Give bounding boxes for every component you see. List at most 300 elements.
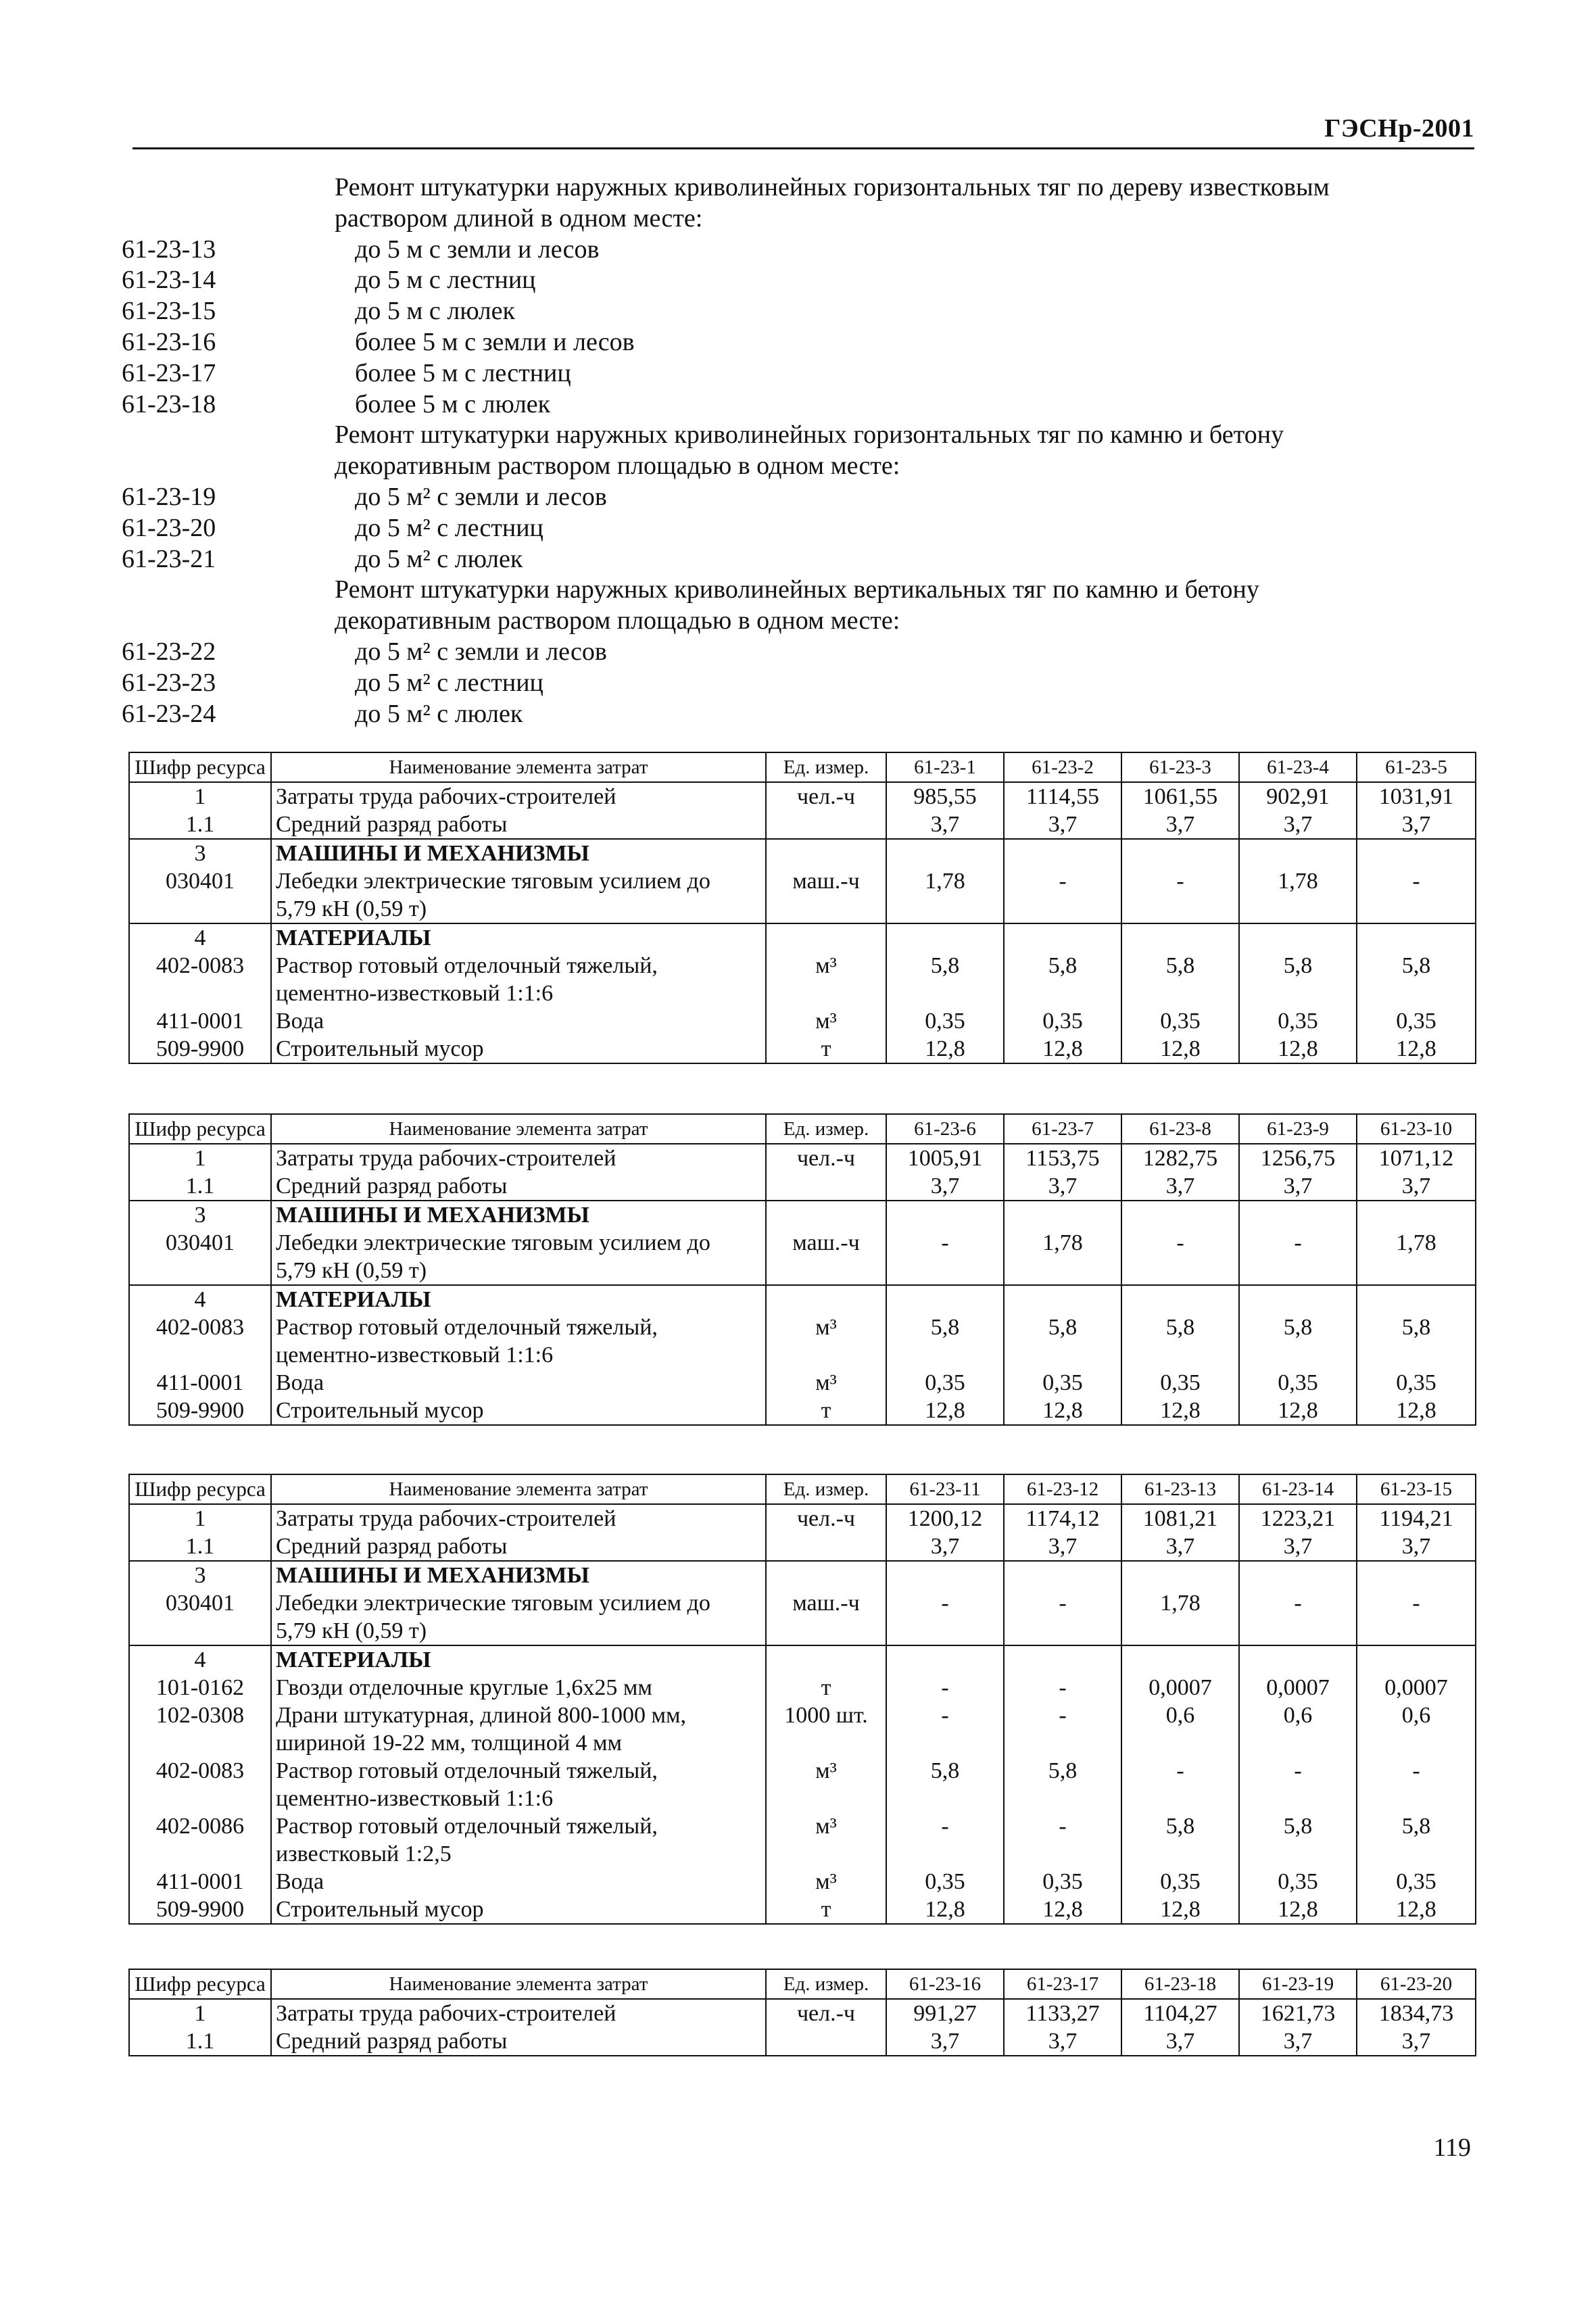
unit-cell: чел.-ч — [766, 1999, 886, 2027]
value-cell — [886, 1341, 1004, 1369]
intro-item-line — [122, 513, 1474, 544]
column-header-name: Наименование элемента затрат — [271, 1969, 766, 1999]
unit-cell — [766, 1617, 886, 1645]
value-cell — [886, 1285, 1004, 1313]
section-heading: МАТЕРИАЛЫ — [271, 1645, 766, 1674]
table-row — [129, 782, 1476, 811]
intro-item-line — [122, 265, 1474, 296]
table-row — [129, 1999, 1476, 2027]
value-cell: 3,7 — [1121, 1533, 1239, 1561]
intro-item-line — [122, 389, 1474, 420]
value-cell: 0,0007 — [1357, 1674, 1476, 1702]
resource-name: Средний разряд работы — [271, 2027, 766, 2056]
header-rule — [132, 147, 1474, 149]
value-cell: - — [1239, 1589, 1357, 1617]
intro-item-text: до 5 м² с земли и лесов — [355, 637, 607, 666]
value-cell: 5,8 — [1357, 1812, 1476, 1840]
value-cell: 1256,75 — [1239, 1144, 1357, 1172]
column-header-norm: 61-23-11 — [886, 1474, 1004, 1504]
value-cell — [886, 895, 1004, 923]
unit-cell: м³ — [766, 1868, 886, 1896]
resource-code: 411-0001 — [129, 1007, 271, 1035]
intro-title-text: декоративным раствором площадью в одном месте: — [335, 606, 900, 635]
intro-title-text: Ремонт штукатурки наружных криволинейных горизонтальных тяг по дереву известковым — [335, 173, 1330, 201]
value-cell: 0,0007 — [1239, 1674, 1357, 1702]
value-cell: 5,8 — [1239, 1313, 1357, 1341]
section-heading: МАТЕРИАЛЫ — [271, 1285, 766, 1313]
value-cell — [886, 1729, 1004, 1757]
resource-name: Раствор готовый отделочный тяжелый, — [271, 1313, 766, 1341]
table-row — [129, 980, 1476, 1007]
value-cell: 0,35 — [1121, 1868, 1239, 1896]
value-cell — [1239, 1785, 1357, 1812]
resource-name: Средний разряд работы — [271, 1533, 766, 1561]
unit-cell: м³ — [766, 1812, 886, 1840]
resource-name: Лебедки электрические тяговым усилием до — [271, 867, 766, 895]
intro-item-code: 61-23-16 — [122, 327, 216, 356]
value-cell: 0,35 — [886, 1868, 1004, 1896]
value-cell — [1357, 1617, 1476, 1645]
value-cell: 0,6 — [1239, 1702, 1357, 1729]
intro-item-text: более 5 м с люлек — [355, 389, 551, 418]
column-header-norm: 61-23-1 — [886, 752, 1004, 782]
intro-item-line — [122, 637, 1474, 668]
value-cell — [1004, 1201, 1121, 1229]
value-cell: 3,7 — [1004, 1172, 1121, 1201]
value-cell: - — [1004, 867, 1121, 895]
resource-code — [129, 1785, 271, 1812]
column-header-name: Наименование элемента затрат — [271, 1474, 766, 1504]
value-cell: - — [1121, 867, 1239, 895]
value-cell — [1004, 895, 1121, 923]
unit-cell — [766, 1840, 886, 1868]
value-cell — [1239, 1729, 1357, 1757]
column-header-norm: 61-23-15 — [1357, 1474, 1476, 1504]
value-cell: 1133,27 — [1004, 1999, 1121, 2027]
unit-cell: т — [766, 1674, 886, 1702]
unit-cell: чел.-ч — [766, 782, 886, 811]
column-header-norm: 61-23-4 — [1239, 752, 1357, 782]
resource-name: Строительный мусор — [271, 1035, 766, 1063]
table-row — [129, 1812, 1476, 1840]
table-header-row — [129, 1474, 1476, 1504]
value-cell — [1004, 980, 1121, 1007]
resource-code: 030401 — [129, 867, 271, 895]
intro-item-code: 61-23-13 — [122, 235, 216, 264]
intro-item-text: более 5 м с лестниц — [355, 358, 571, 387]
table-row — [129, 1674, 1476, 1702]
intro-title-line — [122, 420, 1474, 451]
table-row — [129, 839, 1476, 867]
value-cell — [886, 1645, 1004, 1674]
value-cell — [886, 1201, 1004, 1229]
value-cell — [1121, 1840, 1239, 1868]
value-cell: 1223,21 — [1239, 1504, 1357, 1533]
intro-item-code: 61-23-15 — [122, 297, 216, 326]
resource-code: 101-0162 — [129, 1674, 271, 1702]
value-cell — [1121, 980, 1239, 1007]
value-cell: 1081,21 — [1121, 1504, 1239, 1533]
unit-cell — [766, 1645, 886, 1674]
resource-code: 402-0083 — [129, 1757, 271, 1785]
intro-title-line — [122, 606, 1474, 637]
value-cell: 1834,73 — [1357, 1999, 1476, 2027]
resource-code — [129, 1341, 271, 1369]
value-cell — [1357, 1645, 1476, 1674]
value-cell — [1239, 1840, 1357, 1868]
value-cell: 12,8 — [1357, 1896, 1476, 1924]
unit-cell — [766, 1785, 886, 1812]
value-cell: 3,7 — [1357, 811, 1476, 839]
intro-item-line — [122, 544, 1474, 575]
value-cell: 12,8 — [886, 1896, 1004, 1924]
table-row — [129, 1285, 1476, 1313]
value-cell: 0,35 — [1357, 1369, 1476, 1397]
value-cell — [1239, 1285, 1357, 1313]
table-row — [129, 1729, 1476, 1757]
column-header-shifr: Шифр ресурса — [129, 1474, 271, 1504]
value-cell — [1357, 1341, 1476, 1369]
column-header-unit: Ед. измер. — [766, 1474, 886, 1504]
intro-item-code: 61-23-19 — [122, 482, 216, 511]
value-cell — [886, 1561, 1004, 1589]
value-cell — [1357, 1561, 1476, 1589]
table-row — [129, 1785, 1476, 1812]
column-header-norm: 61-23-9 — [1239, 1114, 1357, 1144]
intro-item-code: 61-23-20 — [122, 513, 216, 542]
value-cell: 12,8 — [1004, 1896, 1121, 1924]
value-cell — [1121, 1341, 1239, 1369]
value-cell — [1121, 895, 1239, 923]
value-cell — [1357, 1840, 1476, 1868]
unit-cell: 1000 шт. — [766, 1702, 886, 1729]
column-header-name: Наименование элемента затрат — [271, 752, 766, 782]
unit-cell — [766, 980, 886, 1007]
unit-cell: м³ — [766, 1369, 886, 1397]
intro-title-text: Ремонт штукатурки наружных криволинейных горизонтальных тяг по камню и бетону — [335, 420, 1284, 450]
resource-name: Раствор готовый отделочный тяжелый, — [271, 1812, 766, 1840]
table-row — [129, 1201, 1476, 1229]
value-cell: - — [1004, 1589, 1121, 1617]
resource-name: цементно-известковый 1:1:6 — [271, 980, 766, 1007]
unit-cell: маш.-ч — [766, 1229, 886, 1257]
table-row — [129, 1645, 1476, 1674]
intro-item-code: 61-23-21 — [122, 544, 216, 573]
value-cell: 3,7 — [1357, 1172, 1476, 1201]
intro-item-text: до 5 м² с люлек — [355, 544, 523, 573]
value-cell — [1357, 980, 1476, 1007]
intro-item-code: 61-23-24 — [122, 699, 216, 728]
column-header-norm: 61-23-13 — [1121, 1474, 1239, 1504]
resource-name: Затраты труда рабочих-строителей — [271, 782, 766, 811]
intro-item-text: до 5 м² с лестниц — [355, 668, 543, 697]
resource-code: 1 — [129, 1999, 271, 2027]
resource-code: 030401 — [129, 1229, 271, 1257]
value-cell — [1121, 1617, 1239, 1645]
resource-name: Средний разряд работы — [271, 811, 766, 839]
value-cell: 3,7 — [886, 1172, 1004, 1201]
value-cell: 0,35 — [1004, 1369, 1121, 1397]
column-header-norm: 61-23-16 — [886, 1969, 1004, 1999]
intro-title-line — [122, 203, 1474, 235]
column-header-norm: 61-23-10 — [1357, 1114, 1476, 1144]
value-cell: 3,7 — [1239, 811, 1357, 839]
unit-cell — [766, 923, 886, 952]
value-cell: 3,7 — [1121, 2027, 1239, 2056]
value-cell — [1239, 980, 1357, 1007]
resource-name: 5,79 кН (0,59 т) — [271, 895, 766, 923]
value-cell: 5,8 — [1357, 952, 1476, 980]
unit-cell: т — [766, 1035, 886, 1063]
resource-code: 1 — [129, 1504, 271, 1533]
column-header-norm: 61-23-14 — [1239, 1474, 1357, 1504]
resource-code — [129, 1840, 271, 1868]
resource-table — [128, 752, 1476, 1064]
value-cell — [1121, 1729, 1239, 1757]
intro-item-code: 61-23-14 — [122, 266, 216, 295]
table-row — [129, 1313, 1476, 1341]
unit-cell — [766, 1533, 886, 1561]
value-cell: 3,7 — [1004, 2027, 1121, 2056]
column-header-norm: 61-23-12 — [1004, 1474, 1121, 1504]
table-row — [129, 867, 1476, 895]
table-row — [129, 1007, 1476, 1035]
value-cell: 3,7 — [1357, 2027, 1476, 2056]
resource-code: 509-9900 — [129, 1397, 271, 1425]
value-cell: 1114,55 — [1004, 782, 1121, 811]
value-cell: 1005,91 — [886, 1144, 1004, 1172]
column-header-norm: 61-23-2 — [1004, 752, 1121, 782]
value-cell: - — [1357, 1589, 1476, 1617]
resource-name: Гвозди отделочные круглые 1,6х25 мм — [271, 1674, 766, 1702]
value-cell: - — [1121, 1757, 1239, 1785]
value-cell: 12,8 — [1357, 1035, 1476, 1063]
value-cell — [1357, 1785, 1476, 1812]
intro-item-line — [122, 482, 1474, 513]
table-row — [129, 1341, 1476, 1369]
unit-cell — [766, 1341, 886, 1369]
value-cell: 12,8 — [1239, 1397, 1357, 1425]
column-header-norm: 61-23-19 — [1239, 1969, 1357, 1999]
value-cell: 12,8 — [1004, 1035, 1121, 1063]
resource-name: Затраты труда рабочих-строителей — [271, 1144, 766, 1172]
unit-cell: чел.-ч — [766, 1504, 886, 1533]
resource-name: Строительный мусор — [271, 1896, 766, 1924]
value-cell: - — [1004, 1674, 1121, 1702]
resource-name: Драни штукатурная, длиной 800-1000 мм, — [271, 1702, 766, 1729]
value-cell: 1200,12 — [886, 1504, 1004, 1533]
table-header-row — [129, 1114, 1476, 1144]
value-cell: 3,7 — [886, 1533, 1004, 1561]
value-cell — [1004, 839, 1121, 867]
value-cell — [1357, 839, 1476, 867]
resource-name: Затраты труда рабочих-строителей — [271, 1999, 766, 2027]
unit-cell: маш.-ч — [766, 1589, 886, 1617]
table-row — [129, 1144, 1476, 1172]
value-cell: 0,35 — [1121, 1369, 1239, 1397]
unit-cell: м³ — [766, 1757, 886, 1785]
value-cell: 5,8 — [1239, 1812, 1357, 1840]
value-cell: 5,8 — [1357, 1313, 1476, 1341]
value-cell — [1121, 1257, 1239, 1285]
value-cell: - — [1357, 1757, 1476, 1785]
resource-name: цементно-известковый 1:1:6 — [271, 1341, 766, 1369]
value-cell — [1239, 895, 1357, 923]
value-cell: - — [1004, 1812, 1121, 1840]
value-cell — [1357, 1729, 1476, 1757]
value-cell — [1239, 1617, 1357, 1645]
intro-title-line — [122, 172, 1474, 203]
value-cell: - — [886, 1589, 1004, 1617]
value-cell: 12,8 — [886, 1397, 1004, 1425]
value-cell — [886, 1257, 1004, 1285]
value-cell: 3,7 — [1121, 811, 1239, 839]
table-header-row — [129, 1969, 1476, 1999]
table-row — [129, 2027, 1476, 2056]
table-header-row — [129, 752, 1476, 782]
resource-code — [129, 980, 271, 1007]
value-cell: 5,8 — [1121, 1812, 1239, 1840]
value-cell: 1194,21 — [1357, 1504, 1476, 1533]
value-cell: 12,8 — [1121, 1397, 1239, 1425]
resource-name: 5,79 кН (0,59 т) — [271, 1257, 766, 1285]
value-cell — [1004, 1617, 1121, 1645]
resource-code: 3 — [129, 1561, 271, 1589]
intro-item-text: более 5 м с земли и лесов — [355, 327, 635, 356]
value-cell — [886, 1617, 1004, 1645]
value-cell: 3,7 — [1239, 1172, 1357, 1201]
value-cell: 1282,75 — [1121, 1144, 1239, 1172]
intro-item-code: 61-23-22 — [122, 637, 216, 666]
unit-cell — [766, 1285, 886, 1313]
resource-name: Раствор готовый отделочный тяжелый, — [271, 952, 766, 980]
value-cell: - — [886, 1702, 1004, 1729]
value-cell: 5,8 — [1004, 1313, 1121, 1341]
value-cell: - — [1004, 1702, 1121, 1729]
value-cell: 12,8 — [1239, 1035, 1357, 1063]
intro-title-text: раствором длиной в одном месте: — [335, 203, 703, 233]
resource-code — [129, 895, 271, 923]
value-cell: 3,7 — [1357, 1533, 1476, 1561]
value-cell — [1121, 1785, 1239, 1812]
value-cell: - — [1357, 867, 1476, 895]
resource-name: Лебедки электрические тяговым усилием до — [271, 1229, 766, 1257]
value-cell: - — [886, 1812, 1004, 1840]
column-header-unit: Ед. измер. — [766, 1969, 886, 1999]
value-cell: 0,35 — [886, 1007, 1004, 1035]
value-cell: 0,35 — [1004, 1007, 1121, 1035]
value-cell — [1004, 1257, 1121, 1285]
resource-name: Средний разряд работы — [271, 1172, 766, 1201]
resource-code — [129, 1729, 271, 1757]
resource-name: Строительный мусор — [271, 1397, 766, 1425]
value-cell — [1357, 1201, 1476, 1229]
value-cell: 1,78 — [1239, 867, 1357, 895]
section-heading: МАТЕРИАЛЫ — [271, 923, 766, 952]
value-cell: 5,8 — [886, 952, 1004, 980]
document-code: ГЭСНр-2001 — [1324, 114, 1474, 143]
value-cell: 5,8 — [886, 1313, 1004, 1341]
table-row — [129, 923, 1476, 952]
intro-item-code: 61-23-18 — [122, 389, 216, 418]
resource-code: 411-0001 — [129, 1369, 271, 1397]
intro-item-code: 61-23-17 — [122, 358, 216, 387]
value-cell — [1004, 1285, 1121, 1313]
intro-item-line — [122, 668, 1474, 699]
column-header-shifr: Шифр ресурса — [129, 1969, 271, 1999]
unit-cell — [766, 1729, 886, 1757]
table-row — [129, 895, 1476, 923]
value-cell: 1104,27 — [1121, 1999, 1239, 2027]
value-cell — [1239, 923, 1357, 952]
value-cell: 902,91 — [1239, 782, 1357, 811]
value-cell — [1239, 1201, 1357, 1229]
value-cell: 3,7 — [1121, 1172, 1239, 1201]
value-cell: 0,35 — [1357, 1007, 1476, 1035]
value-cell: 0,35 — [1121, 1007, 1239, 1035]
resource-code: 509-9900 — [129, 1896, 271, 1924]
section-heading: МАШИНЫ И МЕХАНИЗМЫ — [271, 1561, 766, 1589]
value-cell: - — [886, 1674, 1004, 1702]
resource-name: Лебедки электрические тяговым усилием до — [271, 1589, 766, 1617]
unit-cell: м³ — [766, 1007, 886, 1035]
value-cell: 3,7 — [1239, 1533, 1357, 1561]
table-row — [129, 1172, 1476, 1201]
resource-code: 411-0001 — [129, 1868, 271, 1896]
value-cell: 1,78 — [1357, 1229, 1476, 1257]
resource-code — [129, 1257, 271, 1285]
resource-code: 1.1 — [129, 811, 271, 839]
value-cell: 3,7 — [1004, 811, 1121, 839]
column-header-norm: 61-23-8 — [1121, 1114, 1239, 1144]
table-row — [129, 1533, 1476, 1561]
table-row — [129, 1840, 1476, 1868]
value-cell: - — [1239, 1757, 1357, 1785]
unit-cell — [766, 1561, 886, 1589]
resource-code: 509-9900 — [129, 1035, 271, 1063]
intro-title-text: декоративным раствором площадью в одном месте: — [335, 452, 900, 481]
intro-item-text: до 5 м² с земли и лесов — [355, 482, 607, 511]
value-cell — [1121, 1285, 1239, 1313]
table-row — [129, 1702, 1476, 1729]
resource-code: 1.1 — [129, 1172, 271, 1201]
unit-cell: т — [766, 1896, 886, 1924]
resource-code: 402-0086 — [129, 1812, 271, 1840]
column-header-shifr: Шифр ресурса — [129, 1114, 271, 1144]
value-cell — [1121, 1645, 1239, 1674]
resource-code: 402-0083 — [129, 1313, 271, 1341]
resource-table — [128, 1474, 1476, 1925]
column-header-norm: 61-23-5 — [1357, 752, 1476, 782]
resource-code — [129, 1617, 271, 1645]
resource-name: 5,79 кН (0,59 т) — [271, 1617, 766, 1645]
value-cell: 0,35 — [1239, 1369, 1357, 1397]
table-row — [129, 1896, 1476, 1924]
resource-name: известковый 1:2,5 — [271, 1840, 766, 1868]
unit-cell — [766, 895, 886, 923]
column-header-name: Наименование элемента затрат — [271, 1114, 766, 1144]
section-heading: МАШИНЫ И МЕХАНИЗМЫ — [271, 839, 766, 867]
value-cell: 1,78 — [1121, 1589, 1239, 1617]
table-row — [129, 811, 1476, 839]
value-cell: - — [1121, 1229, 1239, 1257]
intro-list — [122, 172, 1474, 729]
column-header-unit: Ед. измер. — [766, 752, 886, 782]
column-header-norm: 61-23-18 — [1121, 1969, 1239, 1999]
resource-name: Затраты труда рабочих-строителей — [271, 1504, 766, 1533]
value-cell — [1004, 1840, 1121, 1868]
unit-cell — [766, 839, 886, 867]
